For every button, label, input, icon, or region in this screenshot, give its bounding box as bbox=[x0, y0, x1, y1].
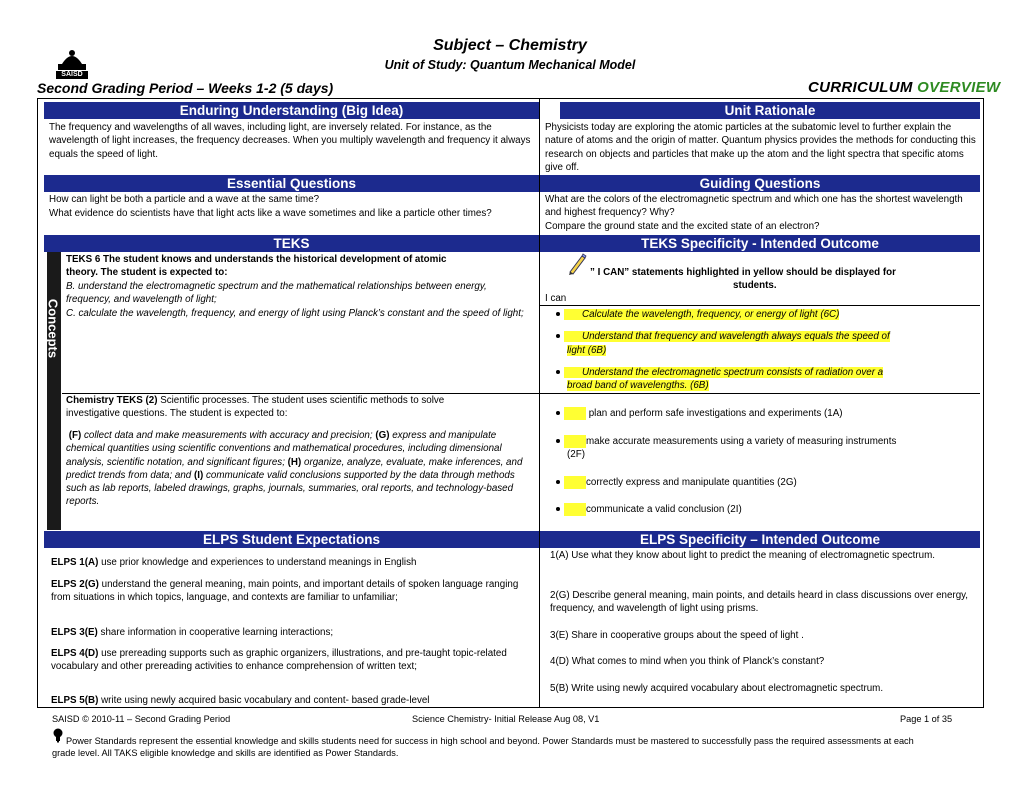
ican-divider bbox=[540, 305, 980, 306]
guiding-questions-header: Guiding Questions bbox=[540, 175, 980, 192]
enduring-text: The frequency and wavelengths of all waves, including light, are inversely related. For instance, as the wavelength of light increases, the frequency decreases. When you multiply wavelength and frequency it always equals the speed of light. bbox=[49, 122, 531, 160]
outcome-2: Understand that frequency and wavelength always equals the speed of bbox=[556, 330, 976, 343]
outcome-2-cont: light (6B) bbox=[567, 345, 607, 356]
power-standards-note: Power Standards represent the essential knowledge and skills students need for success in high school and beyond. Power Standards must be mastered to successfully pass the required assessments at each grade level. All TAKS eligible knowledge and skills are identified as Power Standards. bbox=[52, 736, 914, 758]
elps-specificity-header: ELPS Specificity – Intended Outcome bbox=[540, 531, 980, 548]
unit-subtitle: Unit of Study: Quantum Mechanical Model bbox=[384, 58, 636, 72]
outcome-divider bbox=[540, 393, 980, 394]
concepts-sidebar-label: Concepts bbox=[45, 298, 61, 359]
skill-4: communicate a valid conclusion (2I) bbox=[556, 503, 976, 516]
skill-3: correctly express and manipulate quantities (2G) bbox=[556, 476, 976, 489]
rationale-header: Unit Rationale bbox=[560, 102, 980, 119]
essential-questions-header: Essential Questions bbox=[44, 175, 539, 192]
guiding-question-1: What are the colors of the electromagnetic spectrum and which one has the shortest wavelength and highest frequency? Why? bbox=[545, 194, 963, 219]
outcome-3-cont: broad band of wavelengths. (6B) bbox=[567, 380, 709, 391]
footer-right: Page 1 of 35 bbox=[900, 714, 953, 724]
elps-header: ELPS Student Expectations bbox=[44, 531, 539, 548]
elps-spec-3e: 3(E) Share in cooperative groups about the speed of light . bbox=[550, 630, 804, 641]
elps-5b: ELPS 5(B) write using newly acquired basic vocabulary and content- based grade-level bbox=[51, 695, 430, 706]
rationale-text: Physicists today are exploring the atomic particles at the subatomic level to further explain the nature of atoms and the origin of matter. Quantum physics provides the methods for conducting this research on objects and particles that make up the atom and the light spectra that specific atoms give off. bbox=[545, 122, 976, 173]
page-title: Subject – Chemistry bbox=[433, 37, 587, 54]
ican-label: I can bbox=[545, 293, 567, 304]
teks6-line1: TEKS 6 The student knows and understands the historical development of atomic bbox=[66, 254, 447, 265]
elps-spec-2g: 2(G) Describe general meaning, main points, and details heard in class discussions over energy, frequency, and wavelength of light using prisms. bbox=[550, 590, 969, 615]
outcome-1: Calculate the wavelength, frequency, or energy of light (6C) bbox=[556, 308, 976, 321]
teks-header: TEKS bbox=[44, 235, 539, 252]
essential-question-2: What evidence do scientists have that light acts like a wave sometimes and like a particle other times? bbox=[49, 208, 492, 219]
elps-spec-4d: 4(D) What comes to mind when you think of Planck’s constant? bbox=[550, 656, 825, 667]
elps-spec-5b: 5(B) Write using newly acquired vocabulary about electromagnetic spectrum. bbox=[550, 683, 884, 694]
skill-2-cont: (2F) bbox=[567, 449, 585, 460]
bullet-icon bbox=[556, 370, 560, 374]
chem-teks-intro: Chemistry TEKS (2) Scientific processes. The student uses scientific methods to solve bbox=[66, 395, 445, 406]
elps-4d: ELPS 4(D) use prereading supports such as graphic organizers, illustrations, and pre-taught topic-related vocabulary and other prereading activities to enhance comprehension of written text; bbox=[51, 648, 507, 673]
overview-word-overview: OVERVIEW bbox=[917, 79, 1001, 96]
skill-2: make accurate measurements using a variety of measuring instruments bbox=[556, 435, 976, 448]
ican-note: ” I CAN” statements highlighted in yellow should be displayed for bbox=[590, 267, 896, 278]
teks6-c: C. calculate the wavelength, frequency, and energy of light using Planck’s constant and the speed of light; bbox=[66, 308, 524, 319]
overview-word-curriculum: CURRICULUM bbox=[808, 79, 913, 96]
teks-specificity-header: TEKS Specificity - Intended Outcome bbox=[540, 235, 980, 252]
elps-spec-1a: 1(A) Use what they know about light to predict the meaning of electromagnetic spectrum. bbox=[550, 550, 935, 561]
chem-teks-fghi: (F) collect data and make measurements with accuracy and precision; (G) express and manipulate chemical quantities using scientific conventions and mathematical procedures, including dimensional analysis, scientific notation, and significant figures; (H) organize, analyze, evaluate, make inferences, and predict trends from data; and (I) communicate valid conclusions supported by the data through methods such as lab reports, labeled drawings, graphs, journals, summaries, oral reports, and technology-based reports. bbox=[66, 430, 523, 508]
guiding-question-2: Compare the ground state and the excited state of an electron? bbox=[545, 221, 820, 232]
elps-1a: ELPS 1(A) use prior knowledge and experiences to understand meanings in English bbox=[51, 557, 417, 568]
skill-1: plan and perform safe investigations and experiments (1A) bbox=[556, 407, 976, 420]
logo-text: SAISD bbox=[61, 71, 83, 78]
teks6-b: B. understand the electromagnetic spectrum and the mathematical relationships between energy, frequency, and wavelength of light; bbox=[66, 281, 487, 306]
footer-center: Science Chemistry- Initial Release Aug 08, V1 bbox=[412, 714, 600, 724]
bullet-icon bbox=[556, 312, 560, 316]
footer-left: SAISD © 2010-11 – Second Grading Period bbox=[52, 714, 231, 724]
enduring-header: Enduring Understanding (Big Idea) bbox=[44, 102, 539, 119]
elps-3e: ELPS 3(E) share information in cooperative learning interactions; bbox=[51, 627, 334, 638]
ican-note-line2: students. bbox=[733, 280, 777, 291]
outcome-3: Understand the electromagnetic spectrum consists of radiation over a bbox=[556, 366, 976, 379]
pencil-icon bbox=[566, 252, 588, 281]
essential-question-1: How can light be both a particle and a wave at the same time? bbox=[49, 194, 320, 205]
chem-teks-intro-2: investigative questions. The student is expected to: bbox=[66, 408, 288, 419]
elps-2g: ELPS 2(G) understand the general meaning, main points, and important details of spoken language ranging from situations in which topics, language, and contexts are familiar to unfamiliar; bbox=[51, 579, 519, 604]
bullet-icon bbox=[556, 334, 560, 338]
teks6-line2: theory. The student is expected to: bbox=[66, 267, 228, 278]
curriculum-overview bbox=[808, 79, 1000, 96]
grading-period: Second Grading Period – Weeks 1-2 (5 days) bbox=[37, 80, 334, 96]
